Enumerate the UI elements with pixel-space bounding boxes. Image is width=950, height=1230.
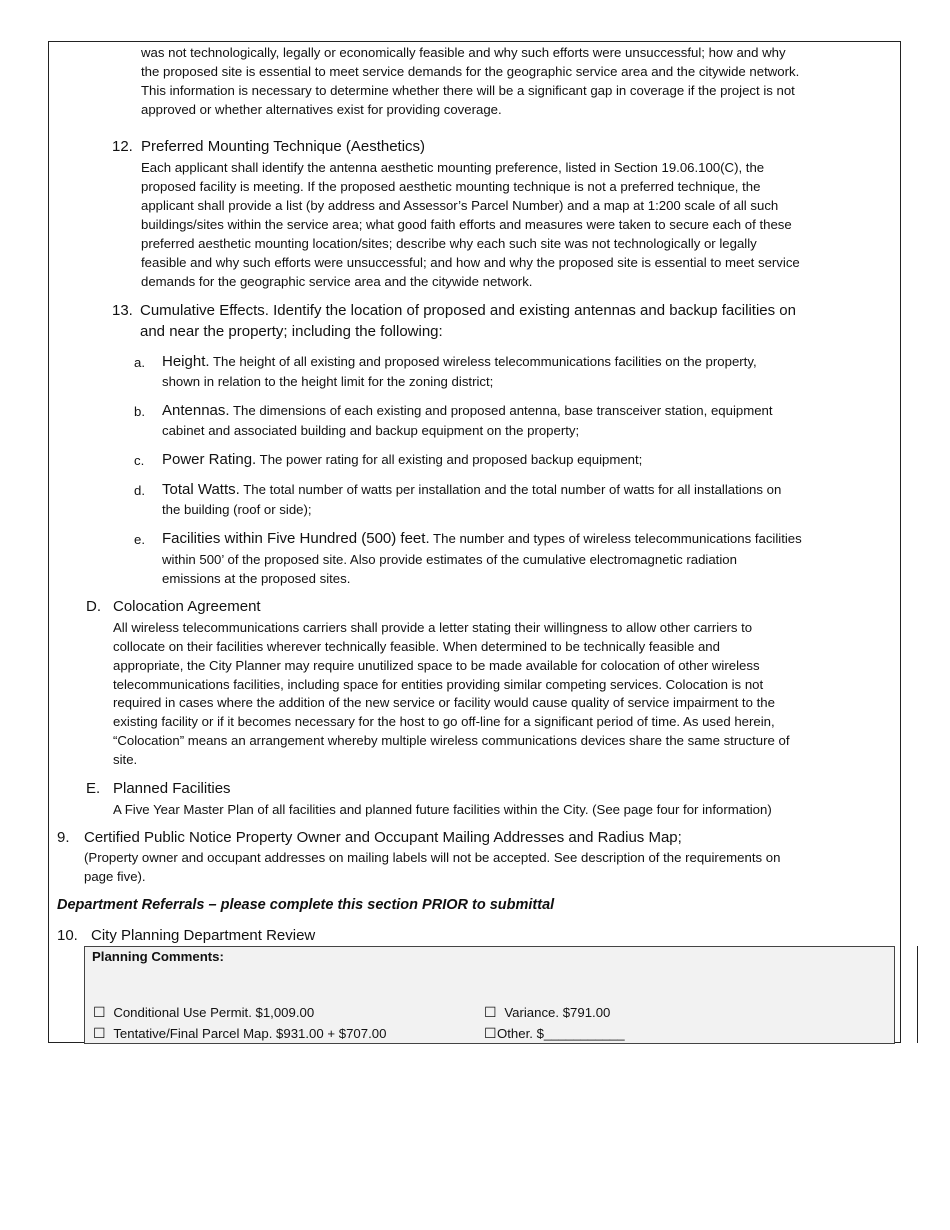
sub-heading: Antennas. bbox=[162, 402, 230, 419]
item-12-line: applicant shall provide a list (by address and Assessor’s Parcel Number) and a map at 1:200 scale of all such bbox=[141, 198, 779, 213]
sub-letter: c. bbox=[134, 453, 145, 468]
section-d-line: required in cases where the addition of the new service or facility would cause quality of service impairment to the bbox=[113, 695, 775, 710]
section-d-title: Colocation Agreement bbox=[113, 598, 261, 615]
department-referrals-heading: Department Referrals – please complete this section PRIOR to submittal bbox=[57, 897, 555, 913]
sub-text: The total number of watts per installation and the total number of watts for all installations on bbox=[239, 482, 782, 497]
item-10-number: 10. bbox=[57, 927, 78, 944]
item-13-title: and near the property; including the following: bbox=[140, 323, 443, 340]
sub-letter: a. bbox=[134, 355, 145, 370]
item-10-title: City Planning Department Review bbox=[91, 927, 316, 944]
sub-item-facilities-500ft bbox=[162, 529, 802, 549]
item-13-title: Cumulative Effects. Identify the location of proposed and existing antennas and backup facilities on bbox=[140, 302, 796, 319]
section-d-line: All wireless telecommunications carriers shall provide a letter stating their willingness to allow other carriers to bbox=[113, 620, 753, 635]
sub-letter: b. bbox=[134, 404, 145, 419]
sub-text: The dimensions of each existing and proposed antenna, base transceiver station, equipment bbox=[229, 403, 773, 418]
checkbox-conditional-use-permit[interactable] bbox=[93, 1003, 314, 1022]
sub-text: The number and types of wireless telecommunications facilities bbox=[429, 531, 802, 546]
checkbox-parcel-map[interactable] bbox=[93, 1024, 386, 1043]
item-12-line: buildings/sites within the service area; what good faith efforts and measures were taken to secure each of these bbox=[141, 217, 792, 232]
option-label: Tentative/Final Parcel Map. $931.00 + $707.00 bbox=[113, 1026, 387, 1041]
item-9-line: page five). bbox=[84, 869, 146, 884]
intro-line: the proposed site is essential to meet service demands for the geographic service area and the citywide network. bbox=[141, 64, 800, 79]
intro-line: approved or whether alternatives exist for providing coverage. bbox=[141, 102, 502, 117]
sub-line: the building (roof or side); bbox=[162, 502, 312, 517]
item-12-title: Preferred Mounting Technique (Aesthetics) bbox=[141, 138, 426, 155]
sub-item-power-rating bbox=[162, 450, 642, 470]
item-12-line: feasible and why such efforts were unsuccessful; and how and why the proposed site is essential to meet service bbox=[141, 255, 800, 270]
section-d-line: collocate on their facilities wherever technically feasible. When determined to be technically feasible and bbox=[113, 639, 720, 654]
checkbox-icon: ☐ bbox=[484, 1004, 497, 1020]
item-9-line: (Property owner and occupant addresses on mailing labels will not be accepted. See description of the requirements on bbox=[84, 850, 781, 865]
option-label: Other. $___________ bbox=[497, 1026, 625, 1041]
section-d-line: existing facility or if it becomes necessary for the host to go off-line for a significant period of time. As used herein, bbox=[113, 714, 775, 729]
margin-rule bbox=[917, 946, 918, 1043]
item-13-number: 13. bbox=[112, 302, 133, 319]
item-12-number: 12. bbox=[112, 138, 133, 155]
sub-text: The power rating for all existing and proposed backup equipment; bbox=[256, 452, 643, 467]
checkbox-icon: ☐ bbox=[484, 1025, 497, 1041]
sub-item-antennas bbox=[162, 401, 773, 421]
checkbox-variance[interactable] bbox=[484, 1003, 610, 1022]
sub-line: emissions at the proposed sites. bbox=[162, 571, 351, 586]
item-9-number: 9. bbox=[57, 829, 70, 846]
sub-heading: Facilities within Five Hundred (500) feet. bbox=[162, 530, 430, 547]
item-9-title: Certified Public Notice Property Owner and Occupant Mailing Addresses and Radius Map; bbox=[84, 829, 682, 846]
sub-line: within 500’ of the proposed site. Also provide estimates of the cumulative electromagnetic radiation bbox=[162, 552, 737, 567]
sub-letter: e. bbox=[134, 532, 145, 547]
item-12-line: preferred aesthetic mounting location/sites; describe why each such site was not technologically or legally bbox=[141, 236, 757, 251]
checkbox-other[interactable] bbox=[484, 1024, 625, 1043]
sub-letter: d. bbox=[134, 483, 145, 498]
section-d-line: “Colocation” means an arrangement whereby multiple wireless communications devices share the same structure of bbox=[113, 733, 790, 748]
sub-heading: Power Rating. bbox=[162, 451, 257, 468]
section-e-line: A Five Year Master Plan of all facilities and planned future facilities within the City. (See page four for information) bbox=[113, 802, 772, 817]
section-d-letter: D. bbox=[86, 598, 101, 615]
checkbox-icon: ☐ bbox=[93, 1025, 106, 1041]
item-12-line: Each applicant shall identify the antenna aesthetic mounting preference, listed in Section 19.06.100(C), the bbox=[141, 160, 765, 175]
section-e-letter: E. bbox=[86, 780, 101, 797]
item-12-line: proposed facility is meeting. If the proposed aesthetic mounting technique is not a preferred technique, the bbox=[141, 179, 761, 194]
section-e-title: Planned Facilities bbox=[113, 780, 231, 797]
intro-line: was not technologically, legally or economically feasible and why such efforts were unsuccessful; how and why bbox=[141, 45, 786, 60]
planning-comments-label: Planning Comments: bbox=[92, 949, 224, 964]
section-d-line: telecommunications facilities, including space for entities providing similar competing services. Colocation is not bbox=[113, 677, 764, 692]
checkbox-icon: ☐ bbox=[93, 1004, 106, 1020]
sub-heading: Total Watts. bbox=[162, 481, 240, 498]
sub-heading: Height. bbox=[162, 353, 210, 370]
section-d-line: appropriate, the City Planner may require unutilized space to be made available for colocation of other wireless bbox=[113, 658, 760, 673]
sub-line: cabinet and associated building and backup equipment on the property; bbox=[162, 423, 580, 438]
sub-item-height bbox=[162, 352, 757, 372]
section-d-line: site. bbox=[113, 752, 138, 767]
item-12-line: demands for the geographic service area and the citywide network. bbox=[141, 274, 533, 289]
intro-line: This information is necessary to determine whether there will be a significant gap in coverage if the project is not bbox=[141, 83, 795, 98]
sub-text: The height of all existing and proposed wireless telecommunications facilities on the property, bbox=[209, 354, 757, 369]
option-label: Variance. $791.00 bbox=[504, 1005, 611, 1020]
option-label: Conditional Use Permit. $1,009.00 bbox=[113, 1005, 315, 1020]
sub-line: shown in relation to the height limit for the zoning district; bbox=[162, 374, 494, 389]
sub-item-total-watts bbox=[162, 480, 781, 500]
